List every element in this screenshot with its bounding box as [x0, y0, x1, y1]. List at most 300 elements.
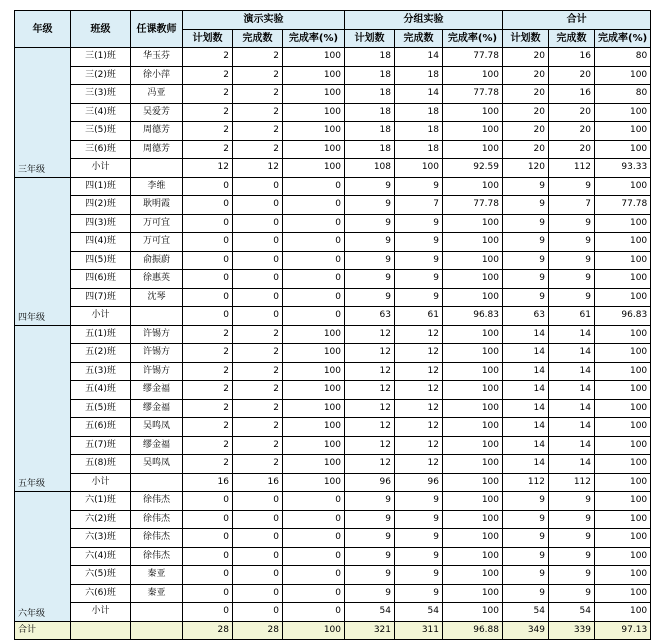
value-cell: 9 — [395, 251, 443, 270]
header-grade: 年级 — [15, 11, 71, 48]
value-cell: 0 — [183, 196, 233, 215]
table-row — [15, 48, 651, 67]
grade-cell: 四年级 — [15, 177, 71, 325]
teacher-cell: 俞振蔚 — [131, 251, 183, 270]
value-cell: 9 — [503, 566, 549, 585]
value-cell: 18 — [395, 140, 443, 159]
value-cell: 9 — [395, 529, 443, 548]
value-cell: 9 — [549, 214, 595, 233]
value-cell: 0 — [183, 177, 233, 196]
class-cell: 四(5)班 — [71, 251, 131, 270]
teacher-cell: 万可宜 — [131, 233, 183, 252]
value-cell: 100 — [443, 399, 503, 418]
value-cell: 100 — [283, 436, 345, 455]
value-cell: 100 — [443, 566, 503, 585]
header-row-main — [15, 11, 651, 30]
class-cell: 五(7)班 — [71, 436, 131, 455]
teacher-cell: 李维 — [131, 177, 183, 196]
value-cell: 100 — [595, 251, 651, 270]
table-row — [15, 362, 651, 381]
table-row — [15, 85, 651, 104]
value-cell: 77.78 — [443, 48, 503, 67]
value-cell: 2 — [183, 48, 233, 67]
value-cell: 100 — [595, 344, 651, 363]
value-cell: 100 — [443, 214, 503, 233]
value-cell: 100 — [283, 399, 345, 418]
value-cell: 12 — [345, 455, 395, 474]
value-cell: 14 — [549, 362, 595, 381]
subtotal-value-cell: 112 — [549, 159, 595, 178]
grand-total-value-cell: 28 — [183, 621, 233, 640]
subtotal-value-cell: 0 — [233, 603, 283, 622]
value-cell: 100 — [595, 140, 651, 159]
value-cell: 9 — [395, 584, 443, 603]
value-cell: 9 — [549, 177, 595, 196]
table-row — [15, 566, 651, 585]
value-cell: 2 — [233, 66, 283, 85]
header-demo-completed: 完成数 — [233, 29, 283, 48]
subtotal-value-cell: 54 — [503, 603, 549, 622]
value-cell: 12 — [345, 381, 395, 400]
value-cell: 12 — [395, 455, 443, 474]
value-cell: 9 — [549, 566, 595, 585]
grand-total-value-cell: 97.13 — [595, 621, 651, 640]
value-cell: 100 — [283, 122, 345, 141]
class-cell: 三(1)班 — [71, 48, 131, 67]
subtotal-value-cell: 0 — [233, 307, 283, 326]
subtotal-label: 小计 — [71, 603, 131, 622]
value-cell: 100 — [595, 214, 651, 233]
table-row — [15, 251, 651, 270]
value-cell: 2 — [183, 436, 233, 455]
value-cell: 9 — [503, 196, 549, 215]
teacher-cell: 万可宜 — [131, 214, 183, 233]
value-cell: 100 — [443, 418, 503, 437]
class-cell: 三(3)班 — [71, 85, 131, 104]
table-row — [15, 196, 651, 215]
grade-cell: 六年级 — [15, 492, 71, 622]
value-cell: 100 — [283, 85, 345, 104]
header-total-completed: 完成数 — [549, 29, 595, 48]
value-cell: 9 — [345, 270, 395, 289]
value-cell: 100 — [595, 288, 651, 307]
value-cell: 100 — [443, 547, 503, 566]
subtotal-row — [15, 159, 651, 178]
teacher-cell: 缪金福 — [131, 399, 183, 418]
value-cell: 100 — [595, 103, 651, 122]
value-cell: 2 — [183, 455, 233, 474]
value-cell: 100 — [283, 381, 345, 400]
subtotal-value-cell: 16 — [183, 473, 233, 492]
teacher-cell: 华玉芬 — [131, 48, 183, 67]
value-cell: 100 — [595, 233, 651, 252]
value-cell: 14 — [503, 325, 549, 344]
value-cell: 2 — [233, 399, 283, 418]
value-cell: 100 — [283, 325, 345, 344]
table-row — [15, 122, 651, 141]
subtotal-value-cell: 93.33 — [595, 159, 651, 178]
value-cell: 100 — [443, 122, 503, 141]
value-cell: 20 — [549, 66, 595, 85]
value-cell: 9 — [395, 214, 443, 233]
grand-total-value-cell — [71, 621, 131, 640]
subtotal-value-cell: 16 — [233, 473, 283, 492]
value-cell: 0 — [283, 529, 345, 548]
header-demo-rate: 完成率(%) — [283, 29, 345, 48]
value-cell: 12 — [395, 436, 443, 455]
value-cell: 77.78 — [443, 85, 503, 104]
header-group-completed: 完成数 — [395, 29, 443, 48]
class-cell: 四(4)班 — [71, 233, 131, 252]
value-cell: 9 — [503, 510, 549, 529]
value-cell: 0 — [233, 177, 283, 196]
value-cell: 9 — [345, 214, 395, 233]
value-cell: 100 — [595, 399, 651, 418]
value-cell: 18 — [345, 103, 395, 122]
value-cell: 100 — [595, 381, 651, 400]
table-row — [15, 103, 651, 122]
value-cell: 100 — [595, 492, 651, 511]
grand-total-value-cell — [131, 621, 183, 640]
table-row — [15, 325, 651, 344]
value-cell: 20 — [549, 140, 595, 159]
value-cell: 0 — [233, 288, 283, 307]
table-row — [15, 233, 651, 252]
value-cell: 0 — [233, 566, 283, 585]
value-cell: 18 — [345, 122, 395, 141]
value-cell: 20 — [549, 122, 595, 141]
teacher-cell: 吴鸣凤 — [131, 455, 183, 474]
value-cell: 100 — [443, 177, 503, 196]
value-cell: 0 — [233, 233, 283, 252]
value-cell: 100 — [283, 344, 345, 363]
value-cell: 2 — [233, 103, 283, 122]
value-cell: 0 — [283, 288, 345, 307]
table-row — [15, 455, 651, 474]
teacher-cell: 徐伟杰 — [131, 547, 183, 566]
value-cell: 2 — [183, 140, 233, 159]
value-cell: 12 — [395, 344, 443, 363]
value-cell: 18 — [395, 103, 443, 122]
subtotal-value-cell: 100 — [595, 473, 651, 492]
value-cell: 9 — [345, 251, 395, 270]
value-cell: 0 — [283, 566, 345, 585]
value-cell: 100 — [443, 381, 503, 400]
value-cell: 9 — [503, 270, 549, 289]
teacher-cell: 缪金福 — [131, 436, 183, 455]
subtotal-row — [15, 603, 651, 622]
value-cell: 100 — [283, 455, 345, 474]
value-cell: 0 — [283, 233, 345, 252]
teacher-cell: 冯亚 — [131, 85, 183, 104]
value-cell: 0 — [233, 584, 283, 603]
class-cell: 六(6)班 — [71, 584, 131, 603]
value-cell: 20 — [549, 103, 595, 122]
subtotal-value-cell: 120 — [503, 159, 549, 178]
value-cell: 12 — [345, 362, 395, 381]
value-cell: 9 — [503, 547, 549, 566]
table-row — [15, 288, 651, 307]
teacher-cell: 徐伟杰 — [131, 510, 183, 529]
subtotal-label: 小计 — [71, 473, 131, 492]
value-cell: 14 — [503, 381, 549, 400]
value-cell: 14 — [503, 344, 549, 363]
teacher-cell: 周德芳 — [131, 140, 183, 159]
value-cell: 100 — [443, 251, 503, 270]
value-cell: 2 — [233, 436, 283, 455]
value-cell: 20 — [503, 85, 549, 104]
value-cell: 100 — [443, 436, 503, 455]
subtotal-value-cell — [131, 307, 183, 326]
value-cell: 9 — [395, 566, 443, 585]
value-cell: 2 — [183, 103, 233, 122]
value-cell: 0 — [283, 584, 345, 603]
value-cell: 2 — [233, 455, 283, 474]
teacher-cell: 许锡方 — [131, 362, 183, 381]
class-cell: 四(6)班 — [71, 270, 131, 289]
value-cell: 100 — [595, 177, 651, 196]
subtotal-value-cell: 100 — [443, 603, 503, 622]
value-cell: 77.78 — [595, 196, 651, 215]
grand-total-value-cell: 96.88 — [443, 621, 503, 640]
value-cell: 100 — [595, 455, 651, 474]
value-cell: 20 — [503, 48, 549, 67]
value-cell: 100 — [283, 140, 345, 159]
value-cell: 0 — [283, 270, 345, 289]
value-cell: 12 — [395, 418, 443, 437]
value-cell: 2 — [183, 122, 233, 141]
value-cell: 100 — [595, 436, 651, 455]
value-cell: 9 — [549, 547, 595, 566]
value-cell: 100 — [443, 233, 503, 252]
subtotal-row — [15, 307, 651, 326]
class-cell: 五(8)班 — [71, 455, 131, 474]
header-class: 班级 — [71, 11, 131, 48]
grand-total-value-cell: 28 — [233, 621, 283, 640]
header-total: 合计 — [503, 11, 651, 30]
teacher-cell: 徐伟杰 — [131, 529, 183, 548]
value-cell: 9 — [503, 251, 549, 270]
header-total-rate: 完成率(%) — [595, 29, 651, 48]
table-row — [15, 510, 651, 529]
value-cell: 0 — [233, 529, 283, 548]
grand-total-value-cell: 339 — [549, 621, 595, 640]
grand-total-row — [15, 621, 651, 640]
table-row — [15, 66, 651, 85]
value-cell: 100 — [595, 270, 651, 289]
value-cell: 0 — [283, 177, 345, 196]
value-cell: 0 — [233, 196, 283, 215]
subtotal-row — [15, 473, 651, 492]
value-cell: 9 — [345, 547, 395, 566]
value-cell: 9 — [503, 233, 549, 252]
subtotal-value-cell: 96.83 — [443, 307, 503, 326]
value-cell: 100 — [443, 344, 503, 363]
value-cell: 14 — [549, 344, 595, 363]
subtotal-value-cell: 0 — [183, 603, 233, 622]
subtotal-value-cell: 63 — [345, 307, 395, 326]
value-cell: 100 — [595, 584, 651, 603]
subtotal-value-cell: 61 — [549, 307, 595, 326]
value-cell: 100 — [443, 140, 503, 159]
table-row — [15, 399, 651, 418]
value-cell: 9 — [395, 233, 443, 252]
subtotal-value-cell: 100 — [595, 603, 651, 622]
grand-total-label: 合计 — [15, 621, 71, 640]
value-cell: 2 — [233, 122, 283, 141]
value-cell: 2 — [233, 344, 283, 363]
class-cell: 四(3)班 — [71, 214, 131, 233]
value-cell: 100 — [443, 325, 503, 344]
value-cell: 0 — [283, 510, 345, 529]
value-cell: 0 — [233, 214, 283, 233]
value-cell: 9 — [345, 584, 395, 603]
table-row — [15, 492, 651, 511]
value-cell: 9 — [345, 510, 395, 529]
value-cell: 9 — [503, 177, 549, 196]
value-cell: 9 — [503, 529, 549, 548]
value-cell: 0 — [183, 566, 233, 585]
value-cell: 9 — [549, 288, 595, 307]
value-cell: 2 — [233, 48, 283, 67]
value-cell: 18 — [345, 140, 395, 159]
value-cell: 9 — [345, 529, 395, 548]
subtotal-value-cell: 0 — [283, 603, 345, 622]
value-cell: 14 — [503, 455, 549, 474]
value-cell: 14 — [549, 399, 595, 418]
class-cell: 五(3)班 — [71, 362, 131, 381]
subtotal-value-cell: 61 — [395, 307, 443, 326]
value-cell: 2 — [183, 399, 233, 418]
value-cell: 100 — [283, 66, 345, 85]
teacher-cell: 徐伟杰 — [131, 492, 183, 511]
table-row — [15, 584, 651, 603]
value-cell: 12 — [395, 362, 443, 381]
subtotal-value-cell: 92.59 — [443, 159, 503, 178]
value-cell: 0 — [233, 547, 283, 566]
value-cell: 20 — [503, 122, 549, 141]
class-cell: 四(2)班 — [71, 196, 131, 215]
value-cell: 18 — [345, 48, 395, 67]
value-cell: 0 — [183, 547, 233, 566]
value-cell: 100 — [595, 510, 651, 529]
header-group-rate: 完成率(%) — [443, 29, 503, 48]
table-row — [15, 140, 651, 159]
subtotal-value-cell: 112 — [549, 473, 595, 492]
value-cell: 0 — [183, 584, 233, 603]
experiment-completion-table — [14, 10, 651, 640]
subtotal-value-cell: 100 — [283, 473, 345, 492]
class-cell: 四(7)班 — [71, 288, 131, 307]
value-cell: 100 — [283, 362, 345, 381]
teacher-cell: 秦亚 — [131, 566, 183, 585]
value-cell: 14 — [395, 85, 443, 104]
subtotal-value-cell — [131, 473, 183, 492]
value-cell: 100 — [283, 48, 345, 67]
value-cell: 9 — [549, 492, 595, 511]
class-cell: 五(6)班 — [71, 418, 131, 437]
subtotal-value-cell — [131, 603, 183, 622]
value-cell: 0 — [183, 233, 233, 252]
value-cell: 9 — [395, 492, 443, 511]
value-cell: 18 — [395, 66, 443, 85]
header-group-planned: 计划数 — [345, 29, 395, 48]
value-cell: 14 — [503, 436, 549, 455]
value-cell: 9 — [503, 584, 549, 603]
grand-total-value-cell: 321 — [345, 621, 395, 640]
header-group-experiment: 分组实验 — [345, 11, 503, 30]
value-cell: 0 — [283, 492, 345, 511]
value-cell: 14 — [549, 455, 595, 474]
value-cell: 0 — [283, 251, 345, 270]
value-cell: 0 — [183, 492, 233, 511]
value-cell: 100 — [443, 362, 503, 381]
subtotal-value-cell: 96 — [395, 473, 443, 492]
grand-total-value-cell: 100 — [283, 621, 345, 640]
value-cell: 0 — [183, 270, 233, 289]
value-cell: 9 — [503, 214, 549, 233]
value-cell: 9 — [395, 547, 443, 566]
value-cell: 9 — [503, 492, 549, 511]
value-cell: 100 — [595, 325, 651, 344]
subtotal-value-cell: 12 — [233, 159, 283, 178]
value-cell: 14 — [549, 418, 595, 437]
value-cell: 100 — [595, 529, 651, 548]
teacher-cell: 缪金福 — [131, 381, 183, 400]
value-cell: 9 — [549, 584, 595, 603]
value-cell: 100 — [283, 103, 345, 122]
value-cell: 9 — [549, 251, 595, 270]
value-cell: 0 — [233, 492, 283, 511]
value-cell: 9 — [395, 510, 443, 529]
value-cell: 20 — [503, 66, 549, 85]
value-cell: 100 — [595, 566, 651, 585]
value-cell: 100 — [443, 492, 503, 511]
value-cell: 14 — [503, 418, 549, 437]
value-cell: 100 — [443, 270, 503, 289]
value-cell: 9 — [503, 288, 549, 307]
value-cell: 9 — [345, 233, 395, 252]
value-cell: 12 — [395, 399, 443, 418]
value-cell: 14 — [549, 381, 595, 400]
value-cell: 12 — [345, 436, 395, 455]
value-cell: 100 — [283, 418, 345, 437]
table-body — [15, 48, 651, 640]
class-cell: 五(5)班 — [71, 399, 131, 418]
value-cell: 0 — [283, 196, 345, 215]
value-cell: 12 — [395, 325, 443, 344]
grade-cell: 五年级 — [15, 325, 71, 492]
subtotal-label: 小计 — [71, 159, 131, 178]
header-teacher: 任课教师 — [131, 11, 183, 48]
table-row — [15, 547, 651, 566]
value-cell: 20 — [503, 140, 549, 159]
value-cell: 9 — [549, 233, 595, 252]
header-demo-experiment: 演示实验 — [183, 11, 345, 30]
value-cell: 14 — [503, 399, 549, 418]
value-cell: 100 — [443, 455, 503, 474]
teacher-cell: 徐小萍 — [131, 66, 183, 85]
subtotal-value-cell: 100 — [443, 473, 503, 492]
class-cell: 三(6)班 — [71, 140, 131, 159]
subtotal-value-cell: 12 — [183, 159, 233, 178]
value-cell: 100 — [443, 510, 503, 529]
value-cell: 14 — [395, 48, 443, 67]
value-cell: 0 — [183, 529, 233, 548]
value-cell: 18 — [345, 85, 395, 104]
class-cell: 六(1)班 — [71, 492, 131, 511]
value-cell: 0 — [283, 547, 345, 566]
